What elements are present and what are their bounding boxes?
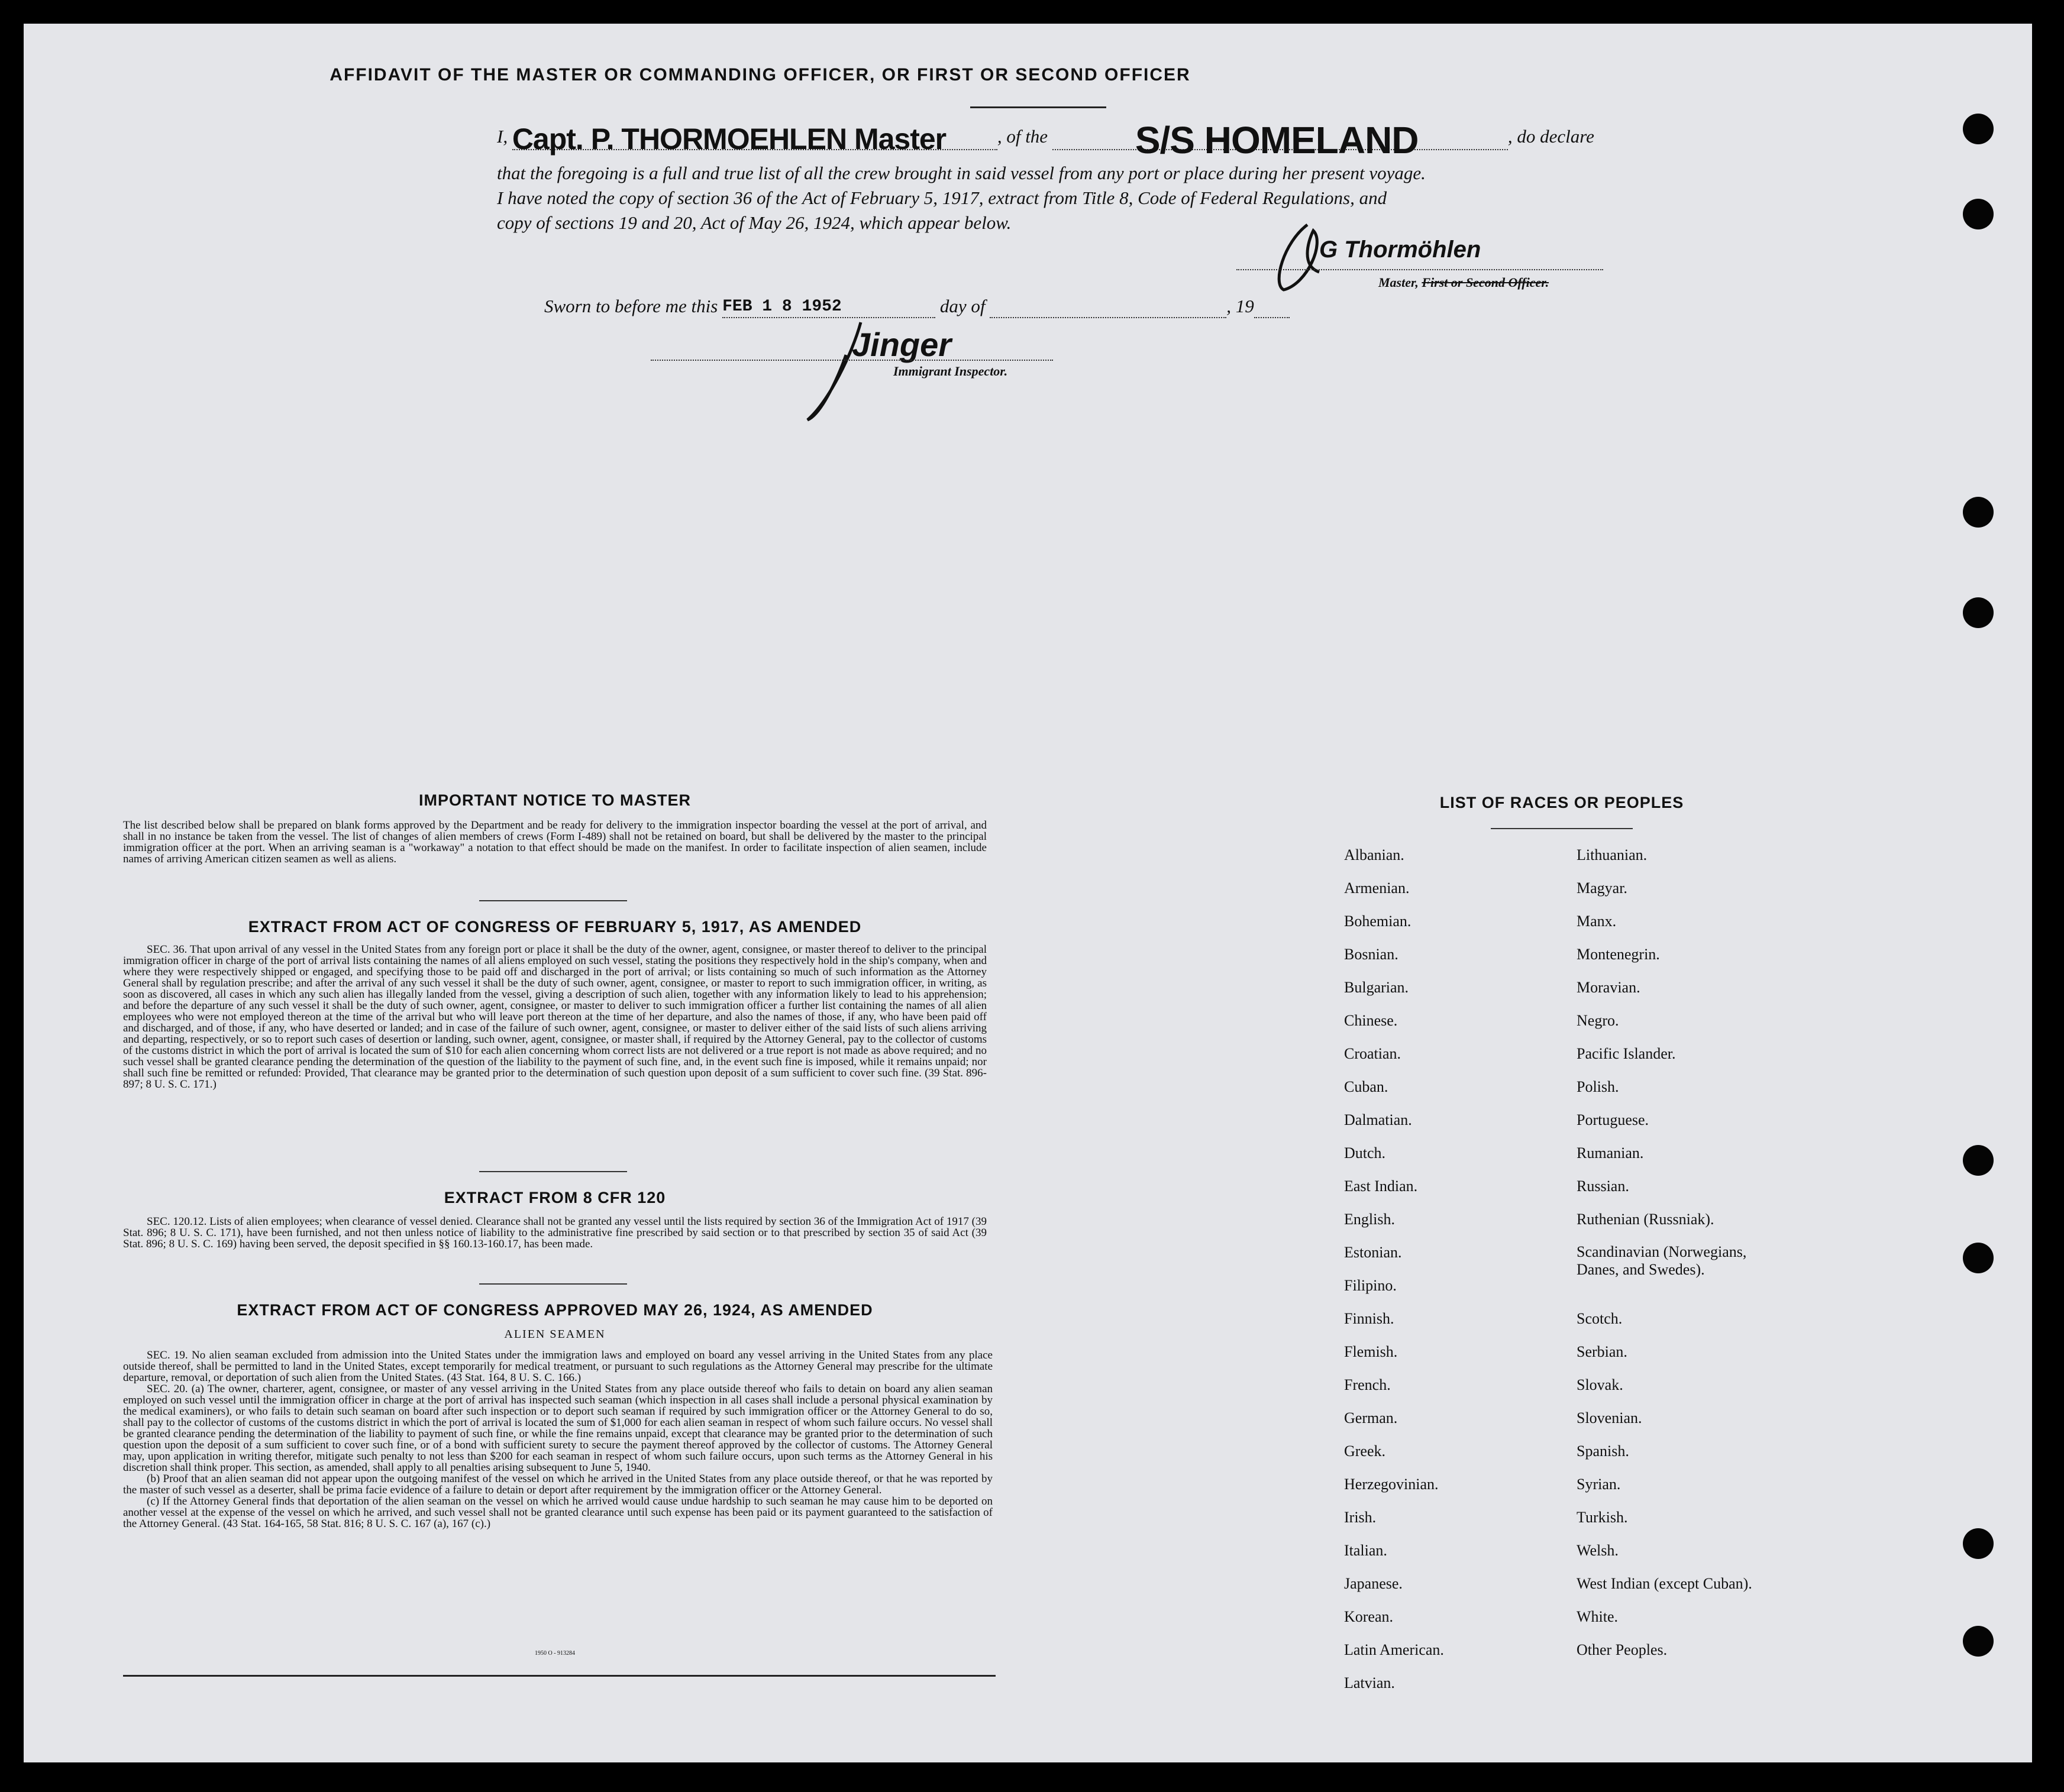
race-item: Serbian.	[1577, 1343, 1627, 1360]
race-item: Portuguese.	[1577, 1111, 1649, 1128]
race-item: English.	[1344, 1211, 1395, 1228]
race-item: Italian.	[1344, 1542, 1387, 1559]
race-item: Dalmatian.	[1344, 1111, 1412, 1128]
extract-cfr-body: SEC. 120.12. Lists of alien employees; when clearance of vessel denied. Clearance shall not be granted any vessel until the lists required by section 36 of the Immigration Act of 1917 (39 Stat. 896; 8 U. S. C. 171), have been furnished, and not then unless notice of liability to the administrative fine prescribed by said section or to that prescribed by section 35 of said Act (39 Stat. 896; 8 U. S. C. 169) having been served, the deposit specified in §§ 160.13-160.17, has been made.	[123, 1215, 987, 1250]
race-item: East Indian.	[1344, 1178, 1418, 1195]
race-item: Irish.	[1344, 1509, 1377, 1526]
master-label: Master,	[1378, 275, 1419, 290]
race-item: Cuban.	[1344, 1078, 1388, 1095]
notice-heading: IMPORTANT NOTICE TO MASTER	[419, 791, 691, 809]
race-item: Pacific Islander.	[1577, 1045, 1676, 1062]
struck-officer-label: First or Second Officer.	[1422, 275, 1549, 290]
master-signature-label	[1378, 275, 1549, 290]
race-item: Bulgarian.	[1344, 979, 1409, 996]
date-stamp: FEB 1 8 1952	[722, 297, 842, 316]
race-item: Negro.	[1577, 1012, 1619, 1029]
race-item: Manx.	[1577, 913, 1617, 930]
race-item: Herzegovinian.	[1344, 1476, 1439, 1493]
notice-body: The list described below shall be prepared on blank forms approved by the Department and be ready for delivery to the immigration inspector boarding the vessel at the port of arrival, and shall in no instance be taken from the vessel. The list of changes of alien members of crews (Form I-489) shall not be retained on board, but shall be delivered by the master to the principal immigration officer at the port. When an arriving seaman is a "workaway" a notation to that effect should be made on the manifest. In order to facilitate inspection of alien seamen, include names of arriving American citizen seamen as well as aliens.	[123, 819, 987, 865]
i-prefix: I,	[497, 126, 508, 147]
vessel-name-handwritten: S/S HOMELAND	[1135, 119, 1419, 161]
binder-hole	[1963, 1626, 1994, 1657]
race-item: Scotch.	[1577, 1310, 1623, 1327]
inspector-label: Immigrant Inspector.	[893, 364, 1008, 379]
master-name-field	[512, 122, 997, 156]
day-of-text: day of	[939, 296, 986, 316]
race-item: Flemish.	[1344, 1343, 1398, 1360]
extract-1917-heading: EXTRACT FROM ACT OF CONGRESS OF FEBRUARY 5, 1917, AS AMENDED	[248, 918, 862, 936]
extract-cfr-separator	[479, 1283, 627, 1285]
extract-1924-heading: EXTRACT FROM ACT OF CONGRESS APPROVED MAY 26, 1924, AS AMENDED	[237, 1301, 873, 1319]
race-item: Croatian.	[1344, 1045, 1401, 1062]
affidavit-title: AFFIDAVIT OF THE MASTER OR COMMANDING OFFICER, OR FIRST OR SECOND OFFICER	[330, 65, 1191, 85]
race-item: Rumanian.	[1577, 1144, 1644, 1162]
year-field	[1254, 296, 1290, 318]
of-the-text: , of the	[997, 126, 1048, 147]
binder-hole	[1963, 199, 1994, 229]
race-item: West Indian (except Cuban).	[1577, 1575, 1752, 1592]
binder-hole	[1963, 497, 1994, 528]
race-item: Filipino.	[1344, 1277, 1397, 1294]
binder-hole	[1963, 1145, 1994, 1176]
race-item: Latin American.	[1344, 1641, 1444, 1658]
extract-cfr-heading: EXTRACT FROM 8 CFR 120	[444, 1189, 666, 1206]
alien-seamen-subheading: ALIEN SEAMEN	[504, 1328, 606, 1341]
race-item: German.	[1344, 1409, 1398, 1427]
race-item: Welsh.	[1577, 1542, 1619, 1559]
declaration-line-4: copy of sections 19 and 20, Act of May 26, 1924, which appear below.	[497, 212, 1012, 233]
races-right-column	[1577, 839, 1772, 1667]
race-item: Bohemian.	[1344, 913, 1411, 930]
race-item: Japanese.	[1344, 1575, 1403, 1592]
race-item: Lithuanian.	[1577, 846, 1648, 863]
master-signature-line	[1236, 269, 1603, 270]
month-field	[990, 296, 1226, 318]
sec-19: SEC. 19. No alien seaman excluded from admission into the United States under the immigration laws and employed on board any vessel arriving in the United States from any place outside thereof, shall be permitted to land in the United States, except temporarily for medical treatment, or pursuant to such regulations as the Attorney General may prescribe for the ultimate departure, removal, or deportation of such alien from the United States. (43 Stat. 164, 8 U. S. C. 166.)	[123, 1349, 993, 1384]
race-item: Greek.	[1344, 1442, 1386, 1460]
race-item: Magyar.	[1577, 879, 1627, 897]
extract-1924-body	[123, 1350, 993, 1529]
race-item: White.	[1577, 1608, 1619, 1625]
sworn-date-field	[722, 296, 935, 318]
master-signature: G Thormöhlen	[1319, 237, 1481, 263]
extract-1917-body: SEC. 36. That upon arrival of any vessel in the United States from any foreign port or place it shall be the duty of the owner, agent, consignee, or master thereof to deliver to the principal immigration officer in charge of the port of arrival lists containing the names of all aliens employed on such vessel, stating the positions they respectively hold in the ship's company, when and where they were respectively shipped or engaged, and specifying those to be paid off and discharged in the port of arrival; or lists containing so much of such information as the Attorney General shall by regulation prescribe; and after the arrival of any such vessel it shall be the duty of such owner, agent, consignee, or master to report to such immigration officer, in writing, as soon as discovered, all cases in which any such alien has illegally landed from the vessel, giving a description of such alien, together with any information likely to lead to his apprehension; and before the departure of any such vessel it shall be the duty of such owner, agent, consignee, or master to deliver to such immigration officer a further list containing the names of all alien employees who were not employed thereon at the time of the arrival but who will leave port thereon at the time of her departure, and also the names of those, if any, who have been paid off and discharged, and of those, if any, who have deserted or landed; and in case of the failure of such owner, agent, consignee, or master to deliver either of the said lists of such aliens arriving and departing, respectively, or so to report such cases of desertion or landing, such owner, agent, consignee, or master shall, if required by the Attorney General, pay to the collector of customs of the customs district in which the port of arrival is located the sum of $10 for each alien concerning whom correct lists are not delivered or a true report is not made as above required; and no such vessel shall be granted clearance pending the determination of the question of the liability to the payment of such fine, and, in the event such fine is imposed, while it remains unpaid; nor shall such fine be remitted or refunded: Provided, That clearance may be granted prior to the determination of such question upon deposit of a sum sufficient to cover such fine. (39 Stat. 896-897; 8 U. S. C. 171.)	[123, 943, 987, 1091]
race-item: Montenegrin.	[1577, 946, 1660, 963]
declaration-line-3: I have noted the copy of section 36 of the Act of February 5, 1917, extract from Title 8, Code of Federal Regulations, and	[497, 187, 1387, 208]
sec-20c: (c) If the Attorney General finds that deportation of the alien seaman on the vessel on which he arrived would cause undue hardship to such seaman he may cause him to be deported on another vessel at the expense of the vessel on which he arrived, and such vessel shall not be granted clearance until such expense has been paid or its payment guaranteed to the satisfaction of the Attorney General. (43 Stat. 164-165, 58 Stat. 816; 8 U. S. C. 167 (a), 167 (c).)	[123, 1495, 993, 1530]
master-name-handwritten: Capt. P. THORMOEHLEN Master	[512, 122, 947, 156]
inspector-signature: Jinger	[852, 326, 952, 363]
race-item: Moravian.	[1577, 979, 1640, 996]
race-item: Dutch.	[1344, 1144, 1386, 1162]
notice-separator	[479, 900, 627, 901]
race-item: Spanish.	[1577, 1442, 1629, 1460]
race-item: Latvian.	[1344, 1674, 1395, 1691]
race-item: Armenian.	[1344, 879, 1410, 897]
race-item: Syrian.	[1577, 1476, 1621, 1493]
title-rule	[970, 106, 1106, 108]
year-prefix: , 19	[1226, 296, 1254, 316]
race-item: Albanian.	[1344, 846, 1404, 863]
race-item: Scandinavian (Norwegians, Danes, and Swedes).	[1577, 1243, 1747, 1278]
printer-mark: 1950 O - 913284	[534, 1650, 576, 1657]
races-separator	[1491, 828, 1633, 829]
races-left-column	[1344, 839, 1444, 1700]
vessel-name-field	[1052, 119, 1508, 161]
race-item: Ruthenian (Russniak).	[1577, 1211, 1714, 1228]
binder-hole	[1963, 1243, 1994, 1273]
race-item: Korean.	[1344, 1608, 1394, 1625]
sec-20b: (b) Proof that an alien seaman did not appear upon the outgoing manifest of the vessel on which he arrived in the United States from any place outside thereof, or that he was reported by the master of such vessel as a deserter, shall be prima facie evidence of a failure to detain or deport after requirement by the immigration officer or the Attorney General.	[123, 1473, 993, 1496]
do-declare-text: , do declare	[1507, 126, 1594, 147]
inspector-signature-line	[651, 360, 1053, 361]
sworn-line	[544, 296, 1290, 318]
race-item: Russian.	[1577, 1178, 1629, 1195]
binder-hole	[1963, 597, 1994, 628]
race-item: Estonian.	[1344, 1244, 1402, 1261]
race-item: Turkish.	[1577, 1509, 1628, 1526]
race-item: Other Peoples.	[1577, 1641, 1668, 1658]
declaration-line-2: that the foregoing is a full and true list of all the crew brought in said vessel from any port or place during her present voyage.	[497, 163, 1426, 183]
race-item: Chinese.	[1344, 1012, 1398, 1029]
sworn-text: Sworn to before me this	[544, 296, 718, 316]
binder-hole	[1963, 114, 1994, 144]
race-item: Slovak.	[1577, 1376, 1623, 1393]
race-item: Polish.	[1577, 1078, 1619, 1095]
races-heading: LIST OF RACES OR PEOPLES	[1439, 794, 1684, 811]
bottom-rule	[123, 1675, 996, 1677]
race-item: Slovenian.	[1577, 1409, 1642, 1427]
binder-hole	[1963, 1528, 1994, 1559]
race-item: Finnish.	[1344, 1310, 1394, 1327]
race-item: French.	[1344, 1376, 1391, 1393]
race-item: Bosnian.	[1344, 946, 1398, 963]
extract-1917-separator	[479, 1171, 627, 1172]
sec-20a: SEC. 20. (a) The owner, charterer, agent, consignee, or master of any vessel arriving in the United States from any place outside thereof who fails to detain on board any alien seaman employed on such vessel until the immigration officer in charge at the port of arrival has inspected such seaman (which inspection in all cases shall include a personal physical examination by the medical examiners), or who fails to detain such seaman on board after such inspection or to deport such seaman if required by such immigration officer or the Attorney General to do so, shall pay to the collector of customs of the customs district in which the port of arrival is located the sum of $1,000 for each alien seaman in respect of whom such failure occurs. No vessel shall be granted clearance pending the determination of the liability to payment of such fine, or while the fine remains unpaid, except that clearance may be granted prior to the determination of such question upon the deposit of a sum sufficient to cover such fine, or of a bond with sufficient surety to secure the payment thereof approved by the collector of customs. The Attorney General may, upon application in writing therefor, mitigate such penalty to not less than $200 for each seaman in respect of whom such failure occurs, upon such terms as the Attorney General in his discretion shall think proper. This section, as amended, shall apply to all penalties arising subsequent to June 5, 1940.	[123, 1383, 993, 1474]
